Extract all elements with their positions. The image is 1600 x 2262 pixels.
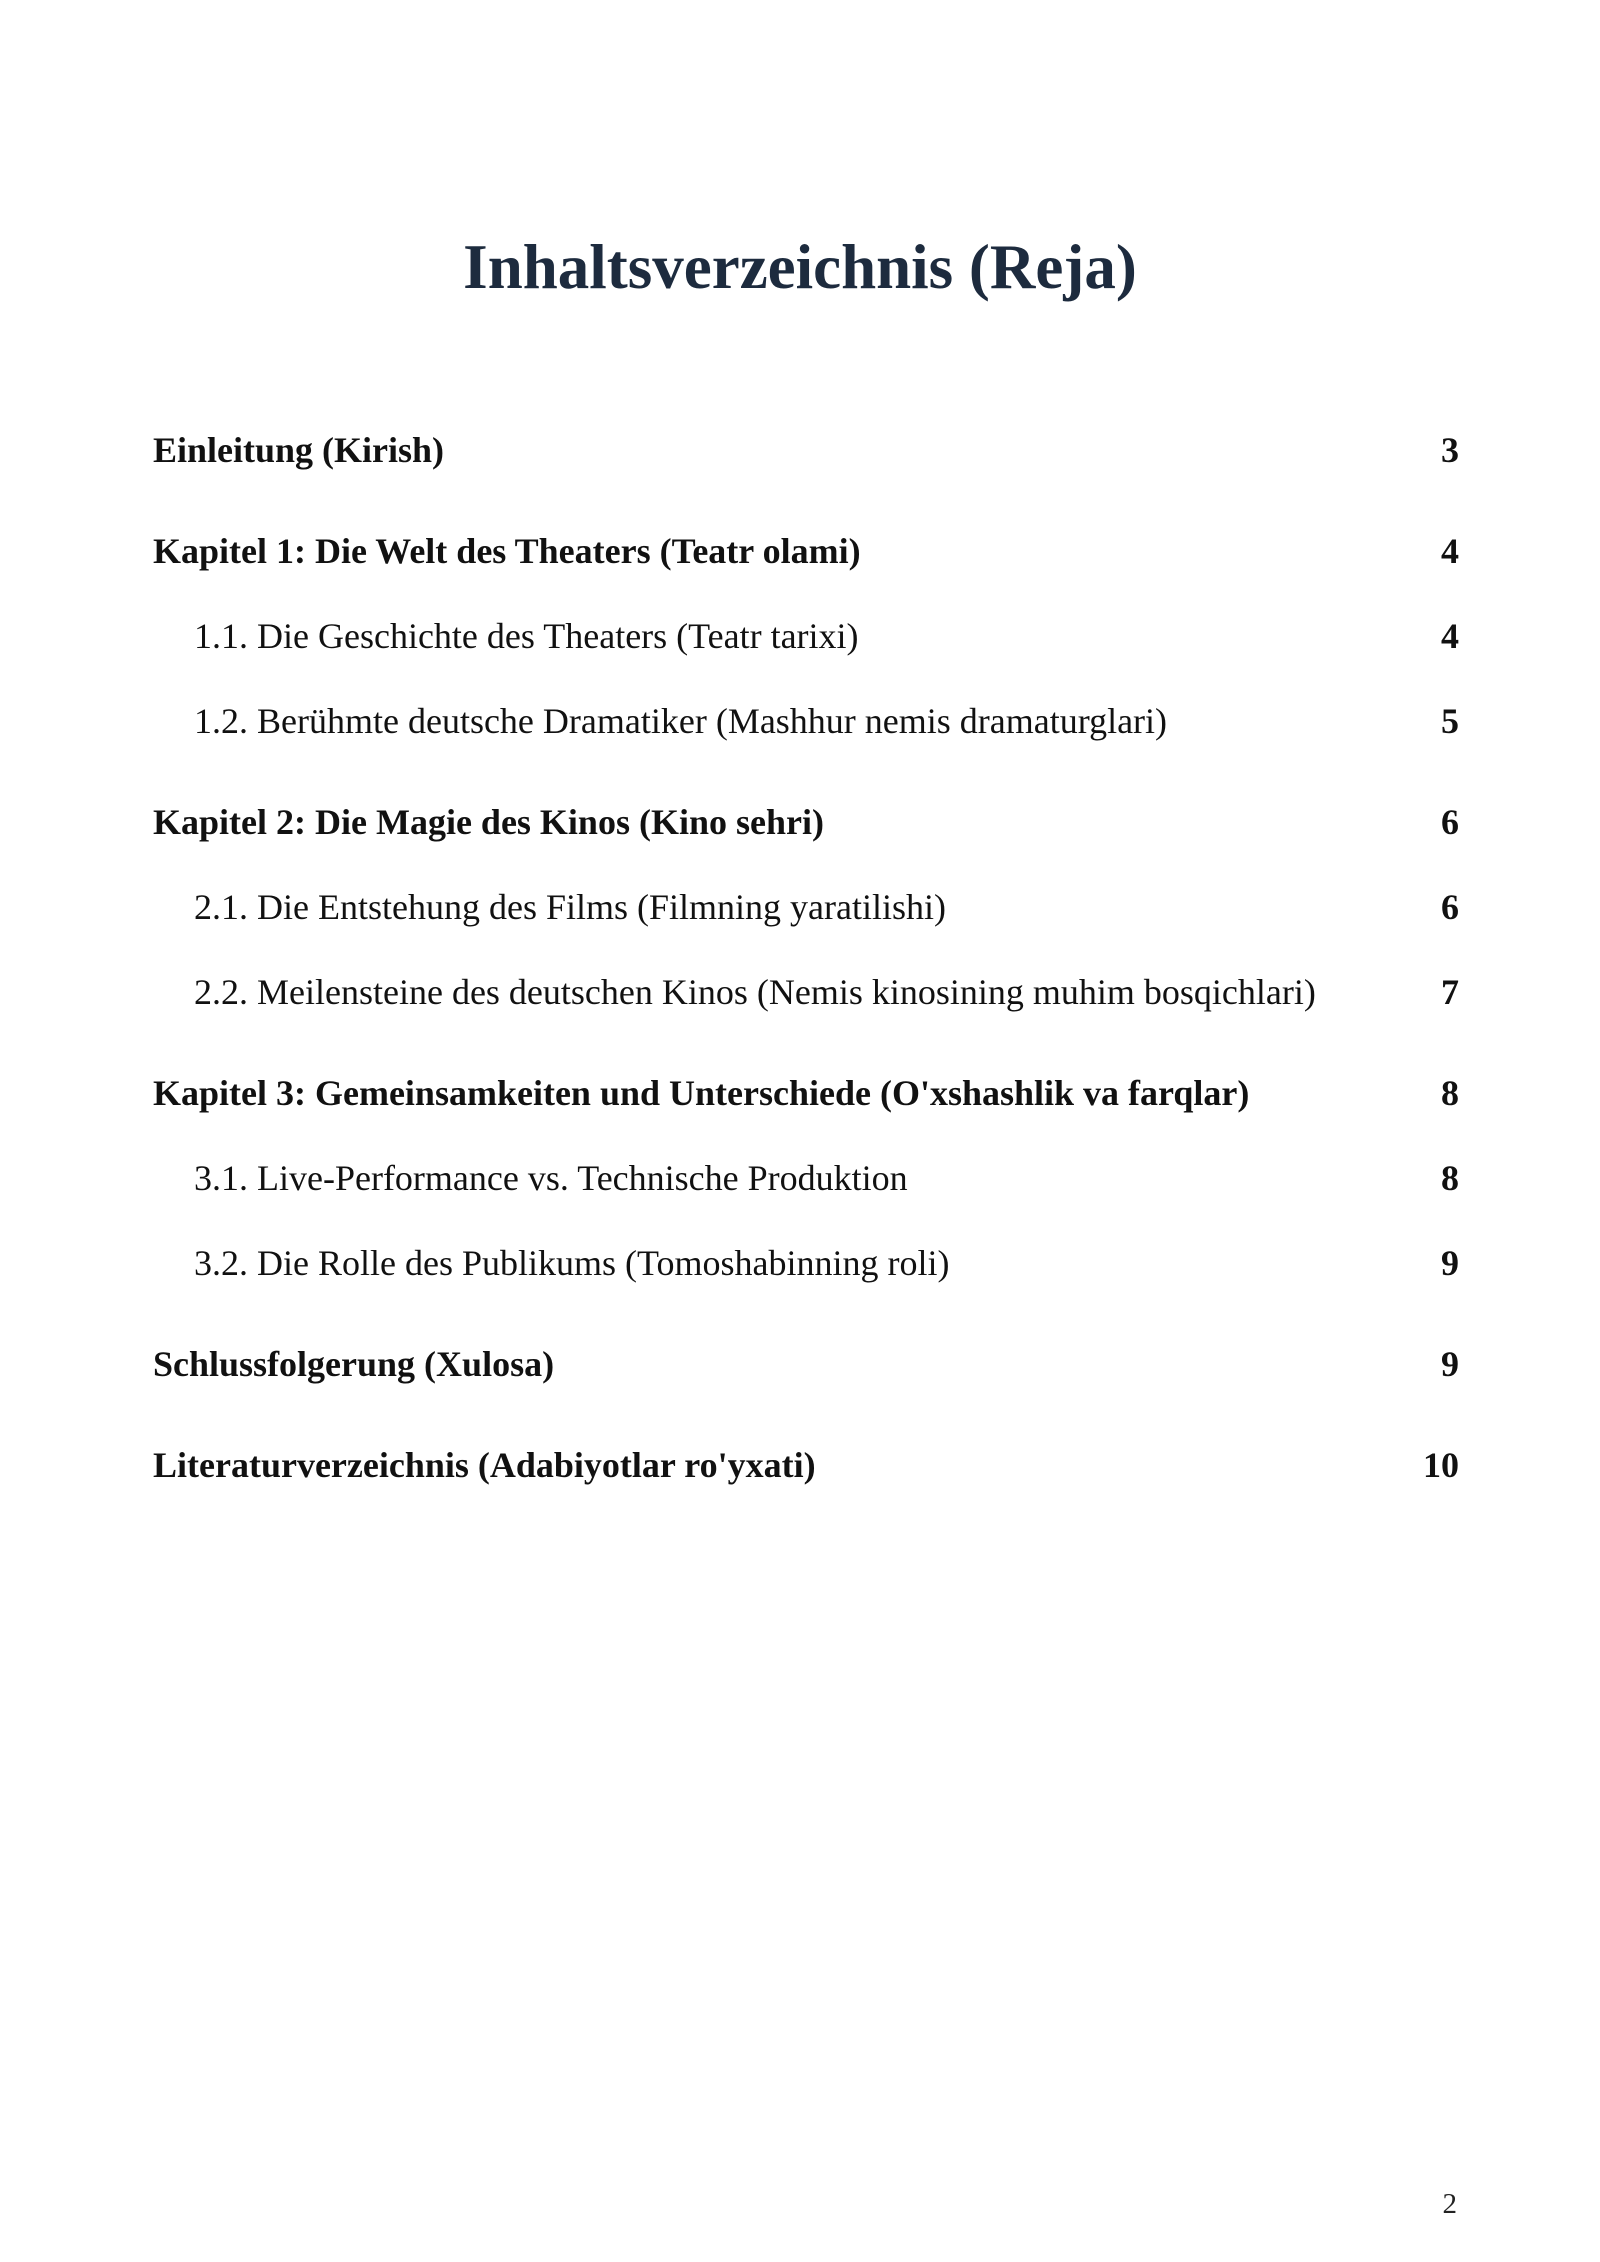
page-number: 2 [1442, 2188, 1457, 2220]
toc-entry-page-number: 6 [1441, 887, 1459, 927]
toc-entry-page-number: 6 [1441, 802, 1459, 842]
toc-entry-section-3-2[interactable] [153, 1238, 1459, 1288]
toc-entry-page-number: 3 [1441, 430, 1459, 470]
toc-entry-introduction[interactable] [153, 425, 1459, 475]
toc-entry-label: Kapitel 1: Die Welt des Theaters (Teatr olami) [153, 531, 861, 571]
toc-entry-section-3-1[interactable] [153, 1153, 1459, 1203]
toc-entry-page-number: 4 [1441, 531, 1459, 571]
toc-entry-chapter-2[interactable] [153, 797, 1459, 847]
toc-entry-page-number: 9 [1441, 1344, 1459, 1384]
toc-entry-chapter-3[interactable] [153, 1068, 1459, 1118]
toc-entry-section-2-1[interactable] [153, 882, 1459, 932]
toc-entry-label: 3.1. Live-Performance vs. Technische Produktion [194, 1158, 908, 1198]
toc-entry-page-number: 7 [1441, 972, 1459, 1012]
page-title: Inhaltsverzeichnis (Reja) [463, 232, 1137, 302]
toc-entry-conclusion[interactable] [153, 1339, 1459, 1389]
toc-entry-section-1-1[interactable] [153, 611, 1459, 661]
toc-entry-section-2-2[interactable] [153, 967, 1459, 1017]
toc-entry-page-number: 10 [1423, 1445, 1459, 1485]
toc-entry-label: 2.2. Meilensteine des deutschen Kinos (Nemis kinosining muhim bosqichlari) [194, 972, 1316, 1012]
toc-entry-chapter-1[interactable] [153, 526, 1459, 576]
toc-entry-page-number: 8 [1441, 1073, 1459, 1113]
toc-entry-label: Literaturverzeichnis (Adabiyotlar ro'yxati) [153, 1445, 816, 1485]
toc-entry-label: 1.1. Die Geschichte des Theaters (Teatr tarixi) [194, 616, 859, 656]
toc-entry-section-1-2[interactable] [153, 696, 1459, 746]
toc-entry-page-number: 5 [1441, 701, 1459, 741]
toc-entry-page-number: 9 [1441, 1243, 1459, 1283]
toc-entry-label: Schlussfolgerung (Xulosa) [153, 1344, 555, 1384]
toc-entry-label: Einleitung (Kirish) [153, 430, 445, 470]
toc-entry-label: Kapitel 2: Die Magie des Kinos (Kino sehri) [153, 802, 824, 842]
toc-entry-bibliography[interactable] [153, 1440, 1459, 1490]
toc-entry-label: 3.2. Die Rolle des Publikums (Tomoshabinning roli) [194, 1243, 950, 1283]
toc-entry-page-number: 4 [1441, 616, 1459, 656]
toc-entry-label: 1.2. Berühmte deutsche Dramatiker (Mashhur nemis dramaturglari) [194, 701, 1168, 741]
toc-entry-label: Kapitel 3: Gemeinsamkeiten und Unterschiede (O'xshashlik va farqlar) [153, 1073, 1250, 1113]
toc-entry-label: 2.1. Die Entstehung des Films (Filmning yaratilishi) [194, 887, 946, 927]
toc-entry-page-number: 8 [1441, 1158, 1459, 1198]
